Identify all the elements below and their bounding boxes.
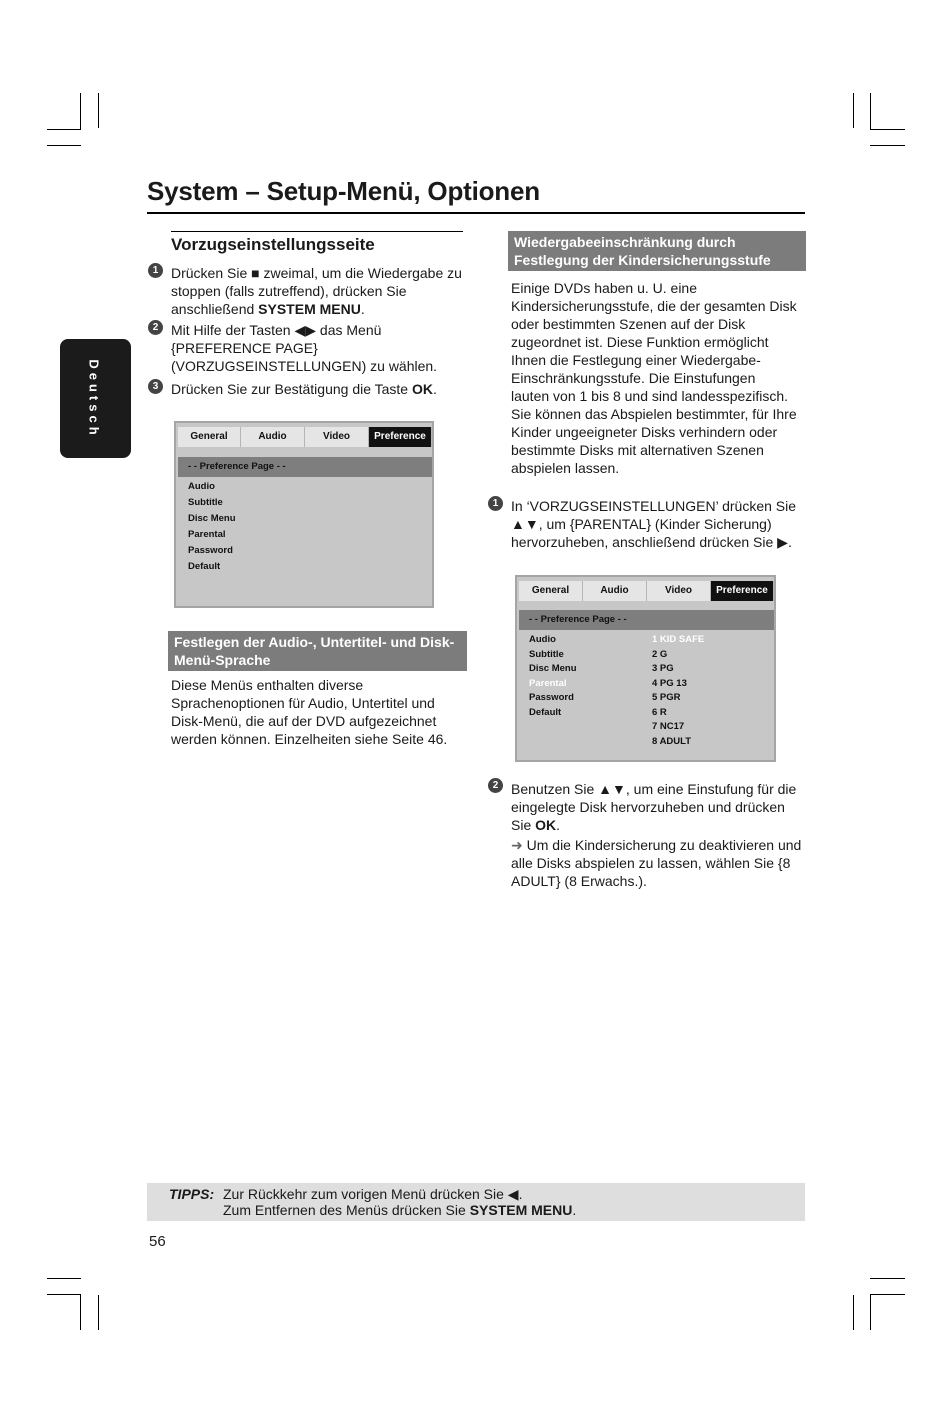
step-number: 2 [148, 320, 163, 335]
page-title: System – Setup-Menü, Optionen [147, 176, 540, 206]
left-step-1: Drücken Sie ■ zweimal, um die Wiedergabe zu stoppen (falls zutreffend), drücken Sie anschließend SYSTEM MENU. [171, 265, 462, 317]
right-note: ➜ Um die Kindersicherung zu deaktivieren und alle Disks abspielen zu lassen, wählen Sie {8 ADULT} (8 Erwachs.). [511, 837, 802, 889]
preference-page-header: - - Preference Page - - [178, 457, 432, 477]
rating-option-6[interactable]: 6 R [652, 707, 667, 718]
crop-mark [47, 1278, 81, 1279]
tips-line-2: Zum Entfernen des Menüs drücken Sie SYSTEM MENU. [223, 1202, 577, 1218]
crop-mark [80, 1294, 81, 1330]
tab-preference[interactable]: Preference [369, 427, 432, 447]
rating-option-1[interactable]: 1 KID SAFE [652, 634, 705, 645]
up-down-arrows-icon: ▲▼ [511, 516, 539, 532]
tab-audio[interactable]: Audio [241, 427, 305, 447]
right-arrow-icon: ▶ [777, 534, 788, 550]
menu-item-disc-menu[interactable]: Disc Menu [529, 663, 577, 674]
menu-item-disc-menu[interactable]: Disc Menu [188, 513, 236, 524]
side-tab-label: Deutsch [86, 359, 102, 439]
tab-video[interactable]: Video [305, 427, 369, 447]
crop-mark [47, 129, 81, 130]
rating-option-3[interactable]: 3 PG [652, 663, 674, 674]
crop-mark [853, 1295, 854, 1330]
crop-mark [870, 1294, 871, 1330]
left-right-arrows-icon: ◀▶ [294, 322, 317, 338]
menu-item-password[interactable]: Password [188, 545, 233, 556]
tab-audio[interactable]: Audio [583, 581, 647, 601]
parental-intro-text: Einige DVDs haben u. U. eine Kindersicherungsstufe, die der gesamten Disk oder bestimmten Szenen auf der Disk zugeordnet ist. Diese Funktion ermöglicht Ihnen die Festlegung einer Wiedergabe-Einschränkungsstufe. Die Einstufungen lauten von 1 bis 8 und sind landesspezifisch. Sie können das Abspielen bestimmter, für Ihre Kinder ungeeigneter Disks verhindern oder bestimmte Disks mit alternativen Szenen abspielen lassen. [511, 280, 797, 476]
menu-tabs [178, 427, 432, 447]
rating-option-8[interactable]: 8 ADULT [652, 736, 692, 747]
parental-section-heading: Wiedergabeeinschränkung durch Festlegung der Kindersicherungsstufe [508, 231, 806, 271]
language-section-text: Diese Menüs enthalten diverse Sprachenoptionen für Audio, Untertitel und Disk-Menü, die auf der DVD aufgezeichnet werden können. Einzelheiten siehe Seite 46. [171, 677, 448, 747]
left-step-2: Mit Hilfe der Tasten ◀▶ das Menü {PREFERENCE PAGE} (VORZUGSEINSTELLUNGEN) zu wählen. [171, 322, 438, 374]
tab-general[interactable]: General [519, 581, 583, 601]
menu-item-audio[interactable]: Audio [188, 481, 215, 492]
crop-mark [870, 93, 871, 130]
rating-option-2[interactable]: 2 G [652, 649, 668, 660]
parental-menu-screen [515, 575, 776, 762]
step-number: 2 [488, 778, 503, 793]
step-number: 3 [148, 379, 163, 394]
crop-mark [870, 145, 905, 146]
crop-mark [870, 129, 905, 130]
menu-item-audio[interactable]: Audio [529, 634, 556, 645]
tips-line-1: Zur Rückkehr zum vorigen Menü drücken Sie ◀. [223, 1186, 523, 1202]
left-arrow-icon: ◀ [507, 1186, 519, 1202]
step-number: 1 [488, 496, 503, 511]
tips-box [147, 1183, 805, 1221]
crop-mark [98, 93, 99, 128]
left-heading-rule [171, 231, 463, 232]
preference-page-header: - - Preference Page - - [519, 610, 774, 630]
crop-mark [47, 1294, 81, 1295]
crop-mark [80, 93, 81, 130]
left-step-3: Drücken Sie zur Bestätigung die Taste OK. [171, 381, 437, 397]
language-section-heading: Festlegen der Audio-, Untertitel- und Disk-Menü-Sprache [168, 631, 467, 671]
menu-item-subtitle[interactable]: Subtitle [529, 649, 564, 660]
preference-menu-screen [174, 421, 434, 608]
tab-video[interactable]: Video [647, 581, 711, 601]
up-down-arrows-icon: ▲▼ [598, 781, 626, 797]
menu-item-subtitle[interactable]: Subtitle [188, 497, 223, 508]
stop-icon: ■ [251, 265, 260, 281]
menu-item-parental[interactable]: Parental [529, 678, 567, 689]
tab-general[interactable]: General [178, 427, 241, 447]
menu-item-password[interactable]: Password [529, 692, 574, 703]
left-heading: Vorzugseinstellungsseite [171, 235, 375, 254]
rating-option-7[interactable]: 7 NC17 [652, 721, 685, 732]
page-number: 56 [149, 1233, 166, 1250]
menu-tabs [519, 581, 774, 601]
rating-option-4[interactable]: 4 PG 13 [652, 678, 687, 689]
menu-item-parental[interactable]: Parental [188, 529, 226, 540]
right-step-2: Benutzen Sie ▲▼, um eine Einstufung für die eingelegte Disk hervorzuheben und drücken Sie OK. [511, 781, 797, 833]
rating-option-5[interactable]: 5 PGR [652, 692, 681, 703]
tips-label: TIPPS: [169, 1186, 215, 1202]
arrow-right-icon: ➜ [511, 837, 523, 853]
crop-mark [98, 1295, 99, 1330]
step-number: 1 [148, 263, 163, 278]
menu-item-default[interactable]: Default [188, 561, 221, 572]
language-side-tab [60, 339, 131, 458]
crop-mark [853, 93, 854, 128]
title-rule [147, 212, 805, 214]
tab-preference[interactable]: Preference [711, 581, 774, 601]
crop-mark [47, 145, 81, 146]
menu-item-default[interactable]: Default [529, 707, 562, 718]
crop-mark [870, 1294, 905, 1295]
right-step-1: In ‘VORZUGSEINSTELLUNGEN’ drücken Sie ▲▼, um {PARENTAL} (Kinder Sicherung) hervorzuheben, anschließend drücken Sie ▶. [511, 498, 797, 550]
crop-mark [870, 1278, 905, 1279]
